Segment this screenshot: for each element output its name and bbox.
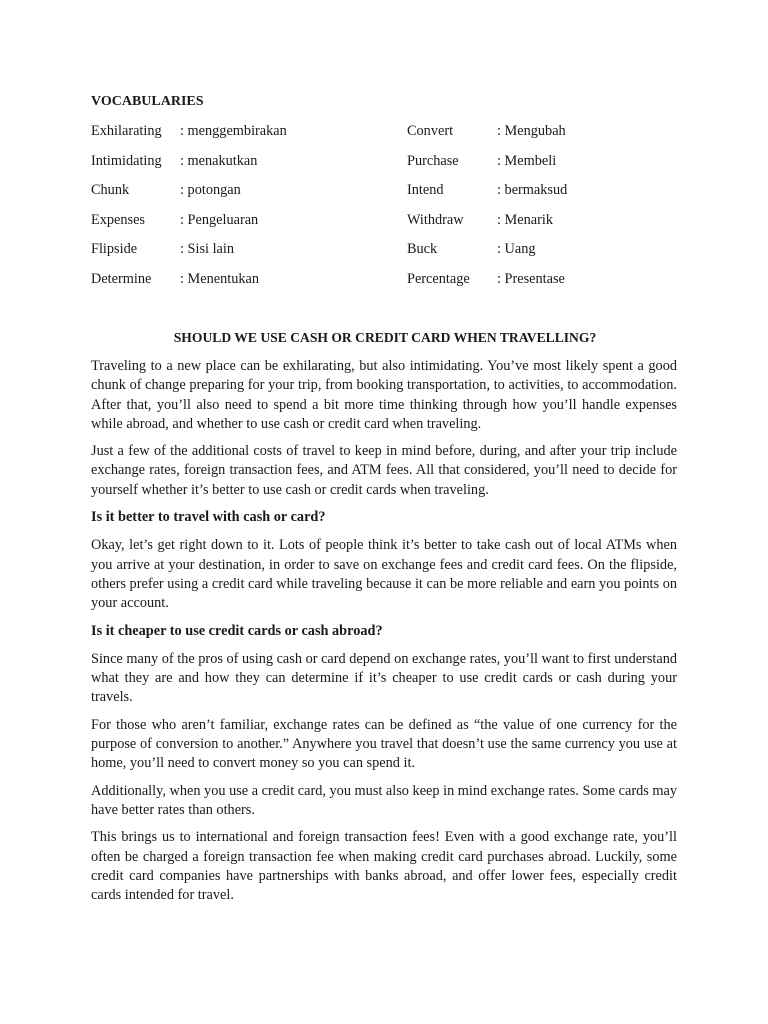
paragraph: For those who aren’t familiar, exchange rates can be defined as “the value of one currency for the purpose of conversion to another.” Anywhere you travel that doesn’t use the same currency you use at home, you’ll need to convert money so you can spend it. (91, 716, 677, 772)
vocab-term: Expenses (91, 211, 145, 228)
vocab-meaning: : menggembirakan (180, 123, 287, 139)
vocab-row (91, 271, 691, 301)
vocab-meaning: : potongan (180, 182, 241, 199)
paragraph: Okay, let’s get right down to it. Lots of people think it’s better to take cash out of local ATMs when you arrive at your destination, in order to save on exchange fees and credit card fees. On the flipside, others prefer using a credit card while traveling because it can be more reliable and earn you points on your account. (91, 537, 677, 612)
vocab-meaning: : Menentukan (180, 270, 260, 287)
vocab-term: Flipside (91, 241, 138, 258)
paragraph: Since many of the pros of using cash or card depend on exchange rates, you’ll want to first understand what they are and how they can determine if it’s cheaper to use credit cards or cash during your travels. (91, 650, 677, 706)
vocab-meaning: : Menarik (497, 211, 553, 228)
vocab-row (91, 212, 691, 242)
article-title: SHOULD WE USE CASH OR CREDIT CARD WHEN TRAVELLING? (173, 330, 597, 345)
vocab-term: Purchase (407, 152, 459, 169)
vocab-term: Chunk (91, 182, 130, 199)
vocab-row (91, 182, 691, 212)
vocab-meaning: : Mengubah (497, 123, 566, 139)
section-heading: Is it cheaper to use credit cards or cash abroad? (91, 622, 383, 639)
vocab-meaning: : bermaksud (497, 182, 568, 199)
article-body (91, 357, 677, 913)
vocab-row (91, 241, 691, 271)
vocab-term: Intend (407, 182, 444, 199)
vocab-term: Percentage (407, 270, 470, 287)
vocab-term: Exhilarating (91, 123, 162, 139)
vocab-row (91, 153, 691, 183)
paragraph: This brings us to international and foreign transaction fees! Even with a good exchange rate, you’ll often be charged a foreign transaction fee when making credit card purchases abroad. Luckily, some credit card companies have partnerships with banks abroad, and offer lower fees, especially credit cards intended for travel. (91, 829, 677, 904)
paragraph: Just a few of the additional costs of travel to keep in mind before, during, and after your trip include exchange rates, foreign transaction fees, and ATM fees. All that considered, you’ll need to decide for yourself whether it’s better to use cash or credit cards when traveling. (91, 443, 677, 498)
vocab-meaning: : Membeli (497, 152, 557, 169)
vocab-term: Withdraw (407, 211, 464, 228)
vocab-meaning: : Sisi lain (180, 241, 235, 258)
vocab-term: Intimidating (91, 152, 162, 169)
vocab-meaning: : Pengeluaran (180, 211, 259, 228)
vocab-table (91, 123, 691, 301)
paragraph: Additionally, when you use a credit card, you must also keep in mind exchange rates. Some cards may have better rates than others. (91, 782, 677, 818)
vocab-meaning: : menakutkan (180, 152, 258, 169)
vocab-heading: VOCABULARIES (91, 94, 204, 109)
paragraph: Traveling to a new place can be exhilarating, but also intimidating. You’ve most likely spent a good chunk of change preparing for your trip, from booking transportation, to activities, to accommodation. After that, you’ll also need to spend a bit more time thinking through how you’ll handle expenses while abroad, and whether to use cash or credit card when traveling. (91, 358, 677, 432)
vocab-term: Buck (407, 241, 438, 258)
vocab-meaning: : Presentase (497, 270, 565, 287)
vocab-term: Determine (91, 270, 152, 287)
vocab-term: Convert (407, 123, 454, 139)
section-heading: Is it better to travel with cash or card? (91, 509, 326, 526)
vocab-row (91, 123, 691, 153)
vocab-meaning: : Uang (497, 241, 536, 258)
